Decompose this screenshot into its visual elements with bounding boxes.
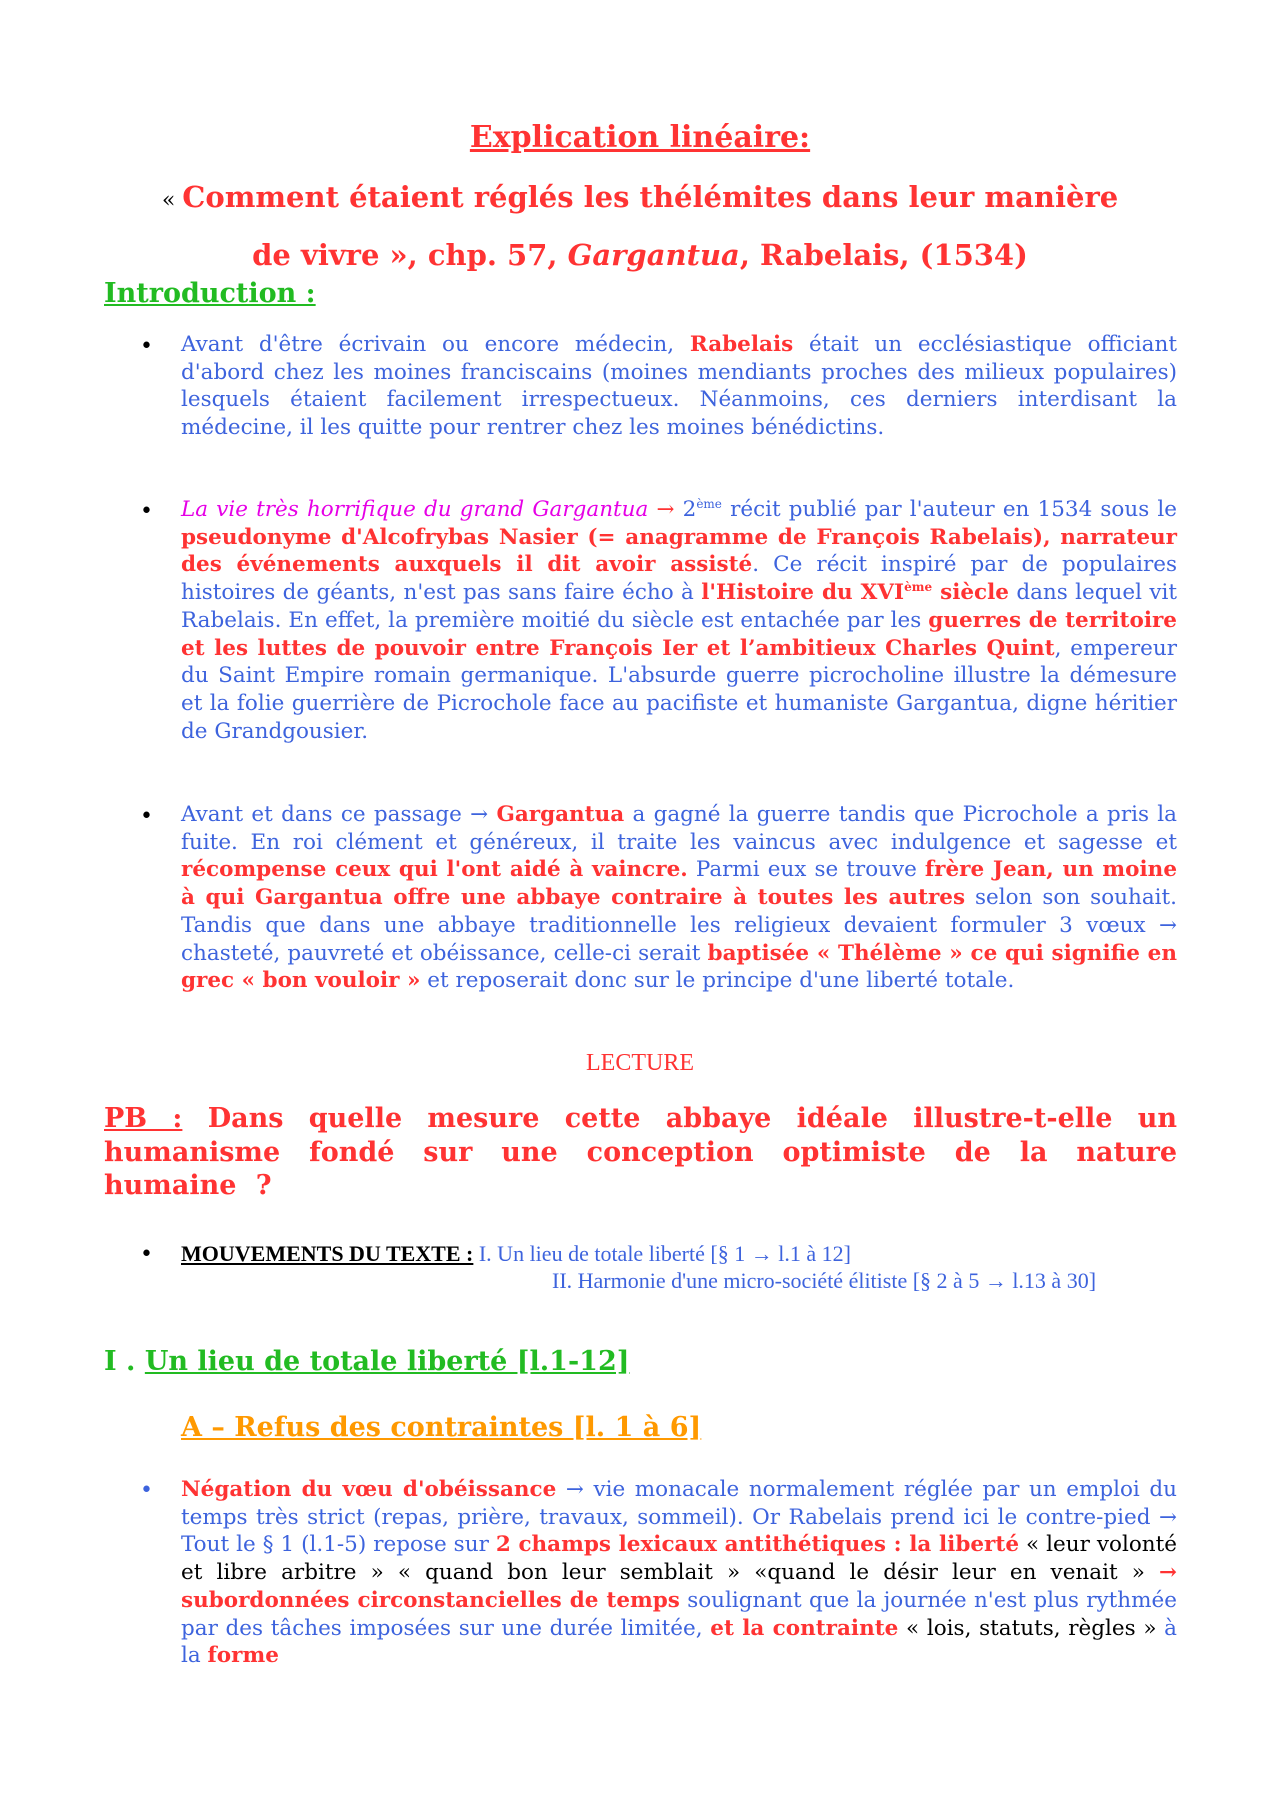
text-run: récit publié par l'auteur en 1534 sous le [721,497,1177,522]
superscript: ème [696,496,722,511]
text-run: → vie monacale normalement réglée par un emploi du temps très strict (repas, prière, travaux, sommeil). Or Rabelais prend ici le contre-pied → Tout le § 1 (l.1-5) repose sur [181,1477,1177,1558]
text-run: Parmi eux se trouve [687,857,925,883]
intro-paragraph-1 [181,331,1177,442]
problematique [104,1102,1177,1203]
bullet-marker: • [140,804,153,829]
mouvement-1: I. Un lieu de totale liberté [§ 1 → l.1 à 12] [473,1241,851,1266]
text-highlight: frère Jean, un moine à qui Gargantua offre une abbaye contraire à toutes les autres [181,857,1177,911]
text-highlight: guerres de territoire et les luttes de pouvoir entre François Ier et l’ambitieux Charles Quint [181,607,1177,661]
bullet-marker: • [140,499,153,524]
open-quote: « [161,188,183,213]
section-a-paragraph [181,1476,1177,1670]
intro-paragraph-2 [181,496,1177,745]
text-run: Avant et dans ce passage → [181,802,497,827]
text-highlight: forme [207,1643,279,1669]
text-run: a gagné la guerre tandis que Picrochole a pris la fuite. En roi clément et généreux, il traite les vaincus avec indulgence et sagesse et [181,802,1177,855]
text-run: soulignant que la journée n'est plus rythmée par des tâches imposées sur une durée limitée, [181,1587,1177,1641]
text-run: , empereur du Saint Empire romain germanique. L'absurde guerre picrocholine illustre la démesure et la folie guerrière de Picrochole face au pacifiste et humaniste Gargantua, digne héritier de Grandgousier. [181,635,1177,744]
text-highlight: pseudonyme d'Alcofrybas Nasier (= anagramme de François Rabelais), narrateur des événements auxquels il dit avoir assisté [181,524,1177,578]
bullet-marker: • [140,1478,153,1503]
document-subtitle [100,170,1180,282]
introduction-heading: Introduction : [104,278,316,309]
text-highlight: Rabelais [689,332,794,357]
text-highlight: Négation du vœu d'obéissance [181,1477,557,1502]
subtitle-line-a: Comment étaient réglés les thélémites dans leur manière [182,180,1119,214]
arrow: → [648,497,683,522]
bullet-marker: • [140,334,153,359]
subtitle-line-b-pre: de vivre », chp. 57, [252,238,568,272]
section-a-heading: A – Refus des contraintes [l. 1 à 6] [181,1412,702,1443]
text-highlight: siècle [932,580,1009,606]
superscript: ème [904,579,933,594]
mouvements-label: MOUVEMENTS DU TEXTE : [181,1241,474,1266]
text-run: selon son souhait. Tandis que dans une abbaye traditionnelle les religieux devaient formuler 3 vœux → chasteté, pauvreté et obéissance, celle-ci serait [181,885,1178,966]
mouvement-2: II. Harmonie d'une micro-société élitiste [§ 2 à 5 → l.13 à 30] [552,1268,1097,1293]
text-run: 2 [682,497,697,522]
text-run: à la [181,1615,1177,1669]
section-1-number: I . [104,1346,145,1377]
pb-label: PB : [104,1103,183,1134]
document-title: Explication linéaire: [469,120,811,155]
text-highlight: et la contrainte [710,1615,899,1641]
subtitle-work-title: Gargantua [567,238,740,272]
lecture-heading: LECTURE [586,1050,694,1076]
text-highlight: → subordonnées circonstancielles de temps [181,1560,1177,1613]
section-1-title: Un lieu de totale liberté [l.1-12] [144,1346,630,1377]
mouvements-du-texte [104,1240,1184,1294]
text-highlight: récompense ceux qui l'ont aidé à vaincre. [181,857,688,883]
pb-text: Dans quelle mesure cette abbaye idéale illustre-t-elle un humanisme fondé sur une conception optimiste de la nature humaine ? [104,1103,1178,1201]
text-run: dans lequel vit Rabelais. En effet, la première moitié du siècle est entachée par les [181,580,1178,633]
text-highlight: 2 champs lexicaux antithétiques : la liberté [495,1532,1019,1558]
quotation: « lois, statuts, règles » [898,1615,1157,1641]
text-run: Avant d'être écrivain ou encore médecin, [181,332,690,357]
text-highlight: baptisée « Thélème » ce qui signifie en grec « bon vouloir » [181,940,1177,994]
section-1-heading [104,1346,630,1377]
bullet-marker: • [140,1242,153,1267]
text-run: . Ce récit inspiré par de populaires histoires de géants, n'est pas sans faire écho à [181,552,1177,606]
text-highlight: l'Histoire du XVI [701,580,905,606]
text-highlight: Gargantua [496,802,625,827]
work-title-italic: La vie très horrifique du grand Gargantua [181,497,649,522]
quotation: « leur volonté et libre arbitre » « quand bon leur semblait » «quand le désir leur en venait » [181,1532,1177,1586]
text-run: était un ecclésiastique officiant d'abord chez les moines franciscains (moines mendiants proches des milieux populaires) lesquels étaient facilement irrespectueux. Néanmoins, ces derniers interdisant la médecine, il les quitte pour rentrer chez les moines bénédictins. [181,332,1177,441]
text-run: et reposerait donc sur le principe d'une liberté totale. [420,968,1015,994]
subtitle-line-b-post: , Rabelais, (1534) [739,238,1028,272]
intro-paragraph-3 [181,801,1177,995]
